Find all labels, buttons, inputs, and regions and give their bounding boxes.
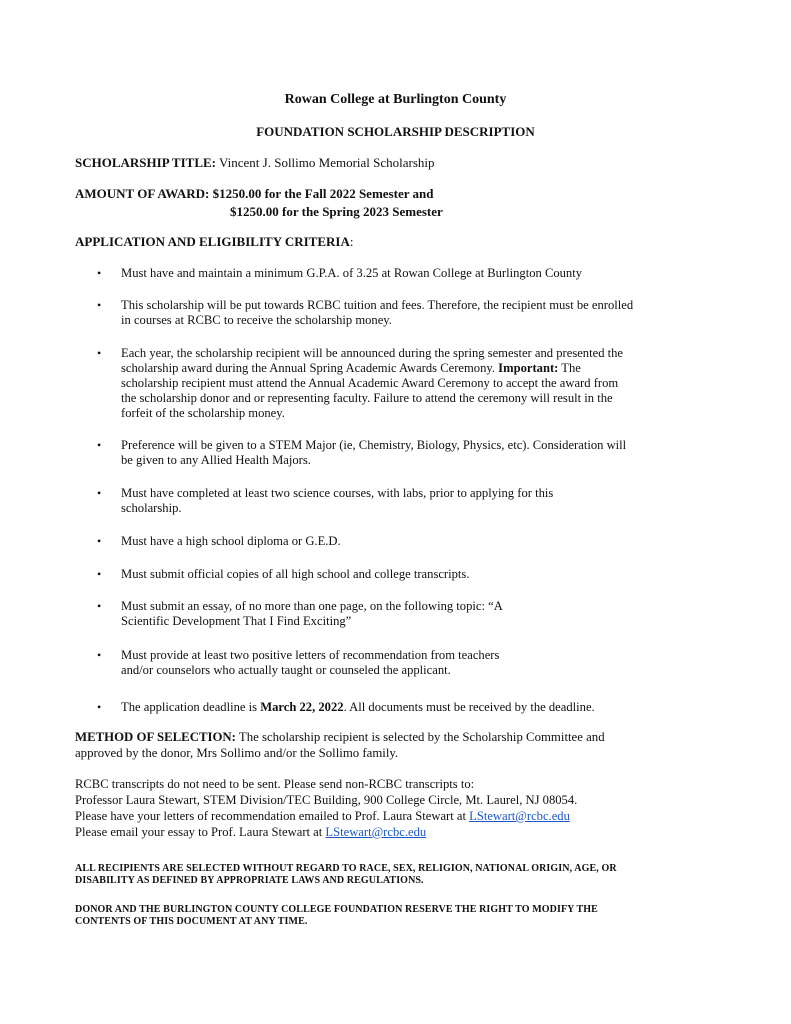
essay-note: Please email your essay to Prof. Laura Stewart at LStewart@rcbc.edu [75,825,427,839]
scholarship-title-label: SCHOLARSHIP TITLE [75,155,212,170]
email-link-essay[interactable]: LStewart@rcbc.edu [325,825,427,839]
award-amount-label: AMOUNT OF AWARD: [75,186,210,201]
award-amount-line-1 [75,186,433,202]
criteria-heading: APPLICATION AND ELIGIBILITY CRITERIA [75,234,350,249]
criteria-item: • Must have and maintain a minimum G.P.A. of 3.25 at Rowan College at Burlington County [97,266,583,280]
application-deadline: March 22, 2022 [260,700,344,714]
mailing-address: Professor Laura Stewart, STEM Division/TEC Building, 900 College Circle, Mt. Laurel, NJ 08054. [75,793,578,807]
criteria-item: • Must have completed at least two science courses, with labs, prior to applying for this scholarship. [97,486,554,515]
method-label: METHOD OF SELECTION: [75,730,236,744]
award-amount-spring: $1250.00 for the Spring 2023 Semester [230,204,443,219]
college-name: Rowan College at Burlington County [284,92,507,107]
method-of-selection: METHOD OF SELECTION: The scholarship recipient is selected by the Scholarship Committee and approved by the donor, Mrs Sollimo and/or the Sollimo family. [75,730,605,760]
document-title: FOUNDATION SCHOLARSHIP DESCRIPTION [256,124,535,139]
important-label: Important: [498,361,559,375]
criteria-item: • Preference will be given to a STEM Major (ie, Chemistry, Biology, Physics, etc). Consideration will be given to any Allied Health Majors. [97,438,627,467]
scholarship-title-value: Vincent J. Sollimo Memorial Scholarship [219,155,435,170]
criteria-item: • Must submit official copies of all high school and college transcripts. [97,567,470,581]
contact-info [75,776,735,840]
criteria-item: • This scholarship will be put towards RCBC tuition and fees. Therefore, the recipient must be enrolled in courses at RCBC to receive the scholarship money. [97,298,634,327]
recommendation-note: Please have your letters of recommendation emailed to Prof. Laura Stewart at LStewart@rcbc.edu [75,809,570,823]
criteria-item: • Must have a high school diploma or G.E.D. [97,534,341,548]
criteria-item-deadline: • The application deadline is March 22, 2022. All documents must be received by the deadline. [97,700,595,714]
nondiscrimination-disclaimer: ALL RECIPIENTS ARE SELECTED WITHOUT REGARD TO RACE, SEX, RELIGION, NATIONAL ORIGIN, AGE, OR DISABILITY AS DEFINED BY APPROPRIATE LAWS AND REGULATIONS. [75,863,617,886]
award-amount-fall: $1250.00 for the Fall 2022 Semester and [212,186,434,201]
criteria-item: • Must submit an essay, of no more than one page, on the following topic: “A Scientific Development That I Find Exciting” [97,599,503,628]
scholarship-title-line: SCHOLARSHIP TITLE: Vincent J. Sollimo Memorial Scholarship [75,155,435,170]
modification-disclaimer: DONOR AND THE BURLINGTON COUNTY COLLEGE FOUNDATION RESERVE THE RIGHT TO MODIFY THE CONTENTS OF THIS DOCUMENT AT ANY TIME. [75,904,598,927]
transcript-note: RCBC transcripts do not need to be sent. Please send non-RCBC transcripts to: [75,777,475,791]
criteria-item: • Each year, the scholarship recipient will be announced during the spring semester and presented the scholarship award during the Annual Spring Academic Awards Ceremony. Important: The scholarship recipient must attend the Annual Academic Award Ceremony to accept the award from the scholarship donor and or representing faculty. Failure to attend the ceremony will result in the forfeit of the scholarship money. [97,346,624,420]
criteria-item: • Must provide at least two positive letters of recommendation from teachers and/or counselors who actually taught or counseled the applicant. [97,648,500,677]
email-link-recommendations[interactable]: LStewart@rcbc.edu [469,809,570,823]
criteria-heading-line: APPLICATION AND ELIGIBILITY CRITERIA: [75,234,354,249]
